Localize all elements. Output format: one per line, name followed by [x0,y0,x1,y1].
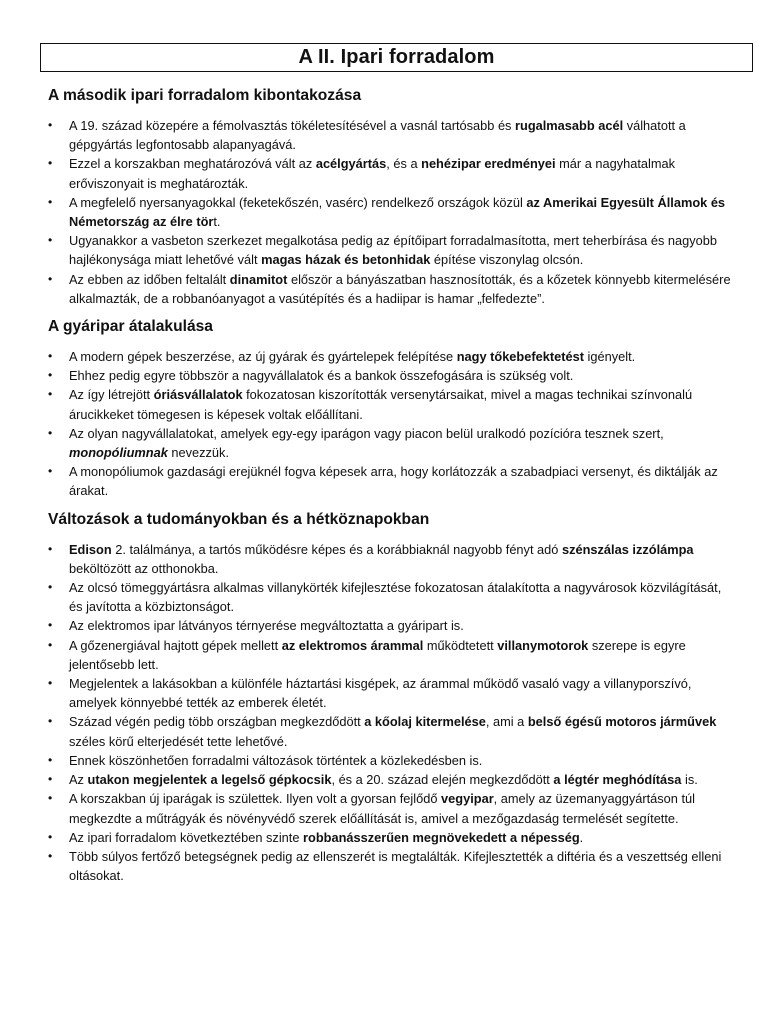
bold-text: belső égésű motoros járművek [527,714,717,730]
bullet-icon: • [48,233,53,248]
text-run: Az elektromos ipar látványos térnyerése megváltoztatta a gyáripart is. [69,618,464,634]
text-run: Az [69,772,88,788]
bold-text: szénszálas izzólámpa [561,541,694,557]
text-run: Az ipari forradalom következtében szinte [69,829,304,845]
section-3 [48,509,738,886]
list-item [48,636,738,674]
text-run: Ugyanakkor a vasbeton szerkezet megalkotása pedig az építőipart forradalmasította, mert teherbírása és nagyobb hajlékonysága miatt lehetővé vált [69,233,718,268]
text-run: először a bányászatban hasznosították, és a kőzetek könnyebb kitermelésére alkalmazták, de a robbanóanyagot a vasútépítés és a hadiipar is hamar „felfedezte”. [69,271,731,306]
text-run: A gőzenergiával hajtott gépek mellett [69,637,282,653]
text-run: beköltözött az otthonokba. [69,560,219,576]
list-item [48,789,738,827]
bullet-list [48,540,738,886]
bullet-icon: • [48,118,53,132]
list-item [48,751,738,770]
text-run: , ami a [485,714,528,730]
document-body [48,85,738,893]
section-2 [48,316,738,501]
text-run: monopóliumnak [69,445,168,461]
bold-text: acélgyártás [315,156,387,172]
bold-text: Edison [69,541,112,557]
bullet-icon: • [48,772,53,787]
bullet-icon: • [48,637,53,652]
text-run: A modern gépek beszerzése, az új gyárak és gyártelepek felépítése [69,349,457,365]
list-item [48,540,738,578]
text-run: A monopóliumok gazdasági erejüknél fogva képesek arra, hogy korlátozzák a szabadpiaci versenyt, és diktálják az árakat. [69,464,718,499]
bold-text: dinamitot [229,271,288,287]
text-run: már a nagyhatalmak erőviszonyait is meghatározták. [69,156,676,191]
list-item [48,424,738,462]
bullet-icon: • [48,368,53,383]
text-run: Az olcsó tömeggyártásra alkalmas villanykörték kifejlesztése fokozatosan átalakította a nagyvárosok közvilágítását, és javította a közbiztonságot. [69,580,722,615]
list-item [48,347,738,366]
text-run: A 19. század közepére a fémolvasztás tökéletesítésével a vasnál tartósabb és [69,118,516,133]
text-run: Század végén pedig több országban megkezdődött [69,714,365,730]
list-item [48,462,738,500]
text-run: Ezzel a korszakban meghatározóvá vált az [69,156,316,172]
bullet-icon: • [48,349,53,364]
section-heading: Változások a tudományokban és a hétköznapokban [48,510,430,528]
list-item [48,578,738,616]
section-heading: A gyáripar átalakulása [48,318,213,336]
bullet-icon: • [48,791,53,806]
text-run: , amely az üzemanyaggyártáson túl megkezdte a műtrágyák és növényvédő szerek előállítását is, amivel a mezőgazdaság termelését segítette. [69,791,695,826]
text-run: Ennek köszönhetően forradalmi változások történtek a közlekedésben is. [69,752,483,768]
bullet-list [48,347,738,501]
bullet-icon: • [48,156,53,171]
section-1 [48,85,738,308]
bullet-icon: • [48,752,53,767]
document-title: A II. Ipari forradalom [40,43,753,72]
text-run: működtetett [423,637,498,653]
bullet-icon: • [48,464,53,479]
bold-text: robbanásszerűen megnövekedett a népesség [303,829,580,845]
bold-text: utakon megjelentek a legelső gépkocsik [87,772,332,788]
list-item [48,366,738,385]
bold-text: az Amerikai Egyesült Államok és Németország az élre tör [69,194,726,230]
text-run: fokozatosan kiszorították versenytársaikat, mivel a magas technikai színvonalú árucikkeket tömegesen is képesek voltak előállítani. [69,387,693,422]
list-item [48,231,738,269]
list-item [48,193,738,231]
list-item [48,712,738,750]
list-item [48,616,738,635]
bullet-icon: • [48,387,53,402]
text-run: igényelt. [584,349,636,365]
list-item [48,116,738,154]
bullet-icon: • [48,714,53,729]
bullet-icon: • [48,541,53,556]
bold-text: a kőolaj kitermelése [364,714,486,730]
text-run: Az így létrejött [69,387,154,403]
text-run: Az olyan nagyvállalatokat, amelyek egy-egy iparágon vagy piacon belül uralkodó pozícióra tesznek szert, [69,425,664,441]
list-item [48,847,738,885]
text-run: válhatott a gépgyártás legfontosabb alapanyagává. [69,118,686,153]
list-item [48,770,738,789]
bullet-icon: • [48,271,53,286]
bullet-list [48,116,738,308]
text-run: , és a [386,156,422,172]
bullet-icon: • [48,580,53,595]
text-run: Megjelentek a lakásokban a különféle háztartási kisgépek, az árammal működő vasaló vagy a villanyporszívó, amelyek könnyebbé tették az emberek életét. [69,676,692,711]
list-item [48,270,738,308]
bold-text: nagy tőkebefektetést [456,349,584,365]
bold-text: vegyipar [441,791,494,807]
bold-text: magas házak és betonhidak [261,252,431,268]
text-run: széles körű elterjedését tette lehetővé. [69,733,288,749]
bold-text [69,445,168,460]
text-run: A korszakban új iparágak is születtek. Ilyen volt a gyorsan fejlődő [69,791,442,807]
section-heading: A második ipari forradalom kibontakozása [48,87,362,104]
text-run: is. [681,772,698,788]
bold-text: óriásvállalatok [153,387,243,403]
text-run: Több súlyos fertőző betegségnek pedig az ellenszerét is megtalálták. Kifejlesztették a diftéria és a veszettség elleni oltásokat. [69,848,722,884]
bullet-icon: • [48,425,53,440]
text-run: , és a 20. század elején megkezdődött [331,772,554,788]
text-run: . [579,829,584,845]
text-run: A megfelelő nyersanyagokkal (feketekőszén, vasérc) rendelkező országok közül [69,194,527,210]
bold-text: az elektromos árammal [281,637,424,653]
text-run: 2. találmánya, a tartós működésre képes és a korábbiaknál nagyobb fényt adó [111,541,562,557]
bold-text: rugalmasabb acél [515,118,624,133]
list-item [48,154,738,192]
text-run: Ehhez pedig egyre többször a nagyvállalatok és a bankok összefogására is szükség volt. [69,368,574,384]
list-item [48,828,738,847]
text-run: t. [213,214,221,230]
bold-text: villanymotorok [497,637,589,653]
bullet-icon: • [48,194,53,209]
text-run: építése viszonylag olcsón. [430,252,584,268]
bold-text: a légtér meghódítása [553,772,682,788]
bullet-icon: • [48,848,53,863]
bold-text: nehézipar eredményei [421,156,556,172]
text-run: szerepe is egyre jelentősebb lett. [69,637,686,672]
text-run: nevezzük. [167,445,230,461]
list-item [48,674,738,712]
bullet-icon: • [48,829,53,844]
bullet-icon: • [48,618,53,633]
text-run: Az ebben az időben feltalált [69,271,230,287]
bullet-icon: • [48,676,53,691]
list-item [48,385,738,423]
